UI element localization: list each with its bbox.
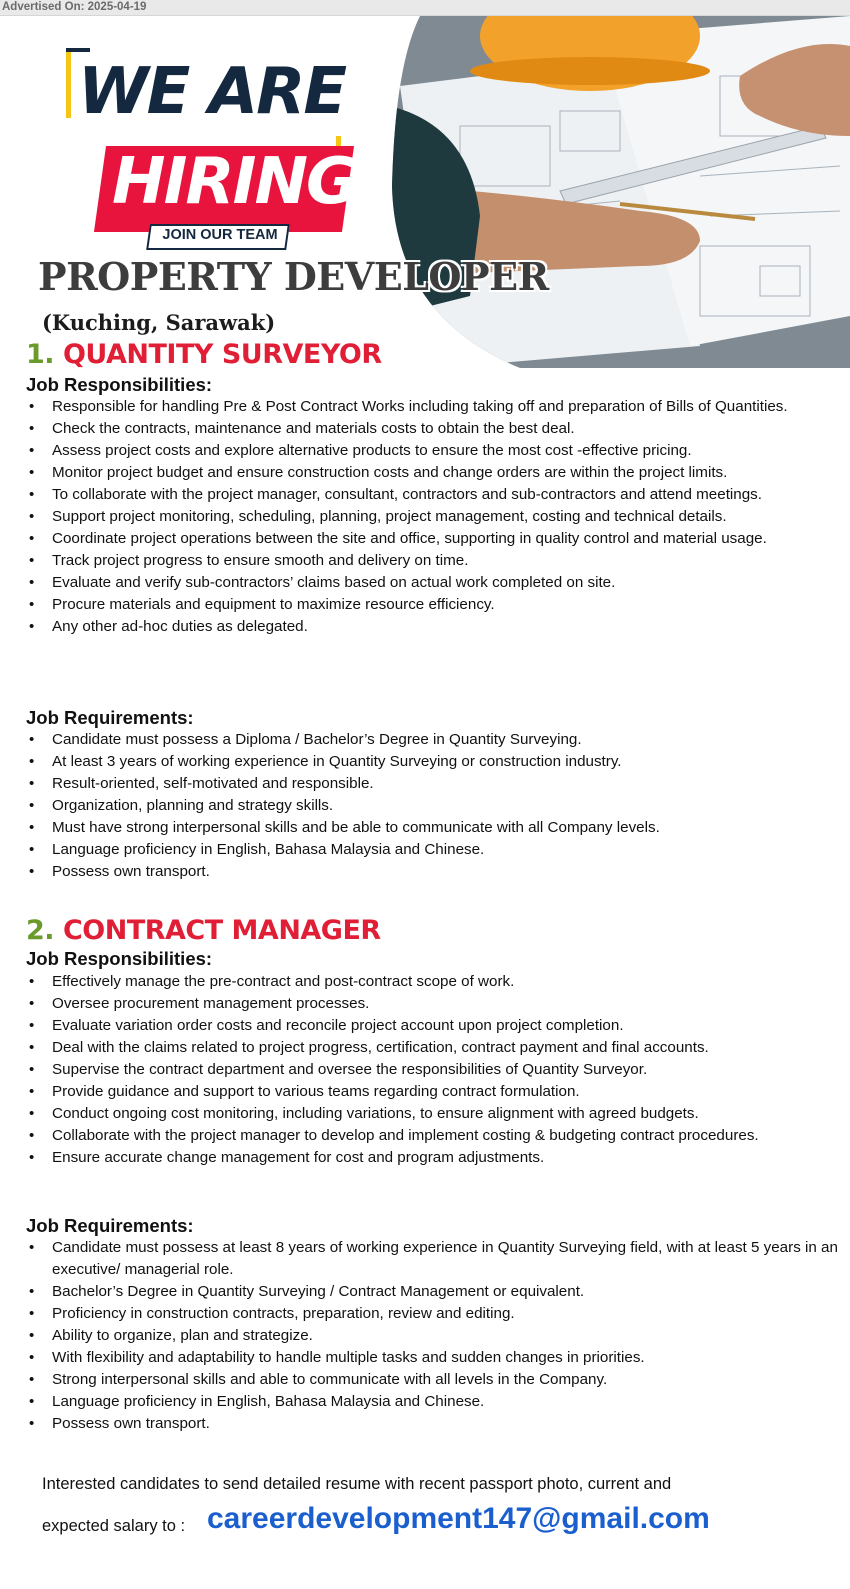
headline-we-are: WE ARE [78,55,346,129]
headline-hiring: HIRING [112,145,357,219]
job2-requirement-item: • Bachelor’s Degree in Quantity Surveying / Contract Management or equivalent. [26,1281,848,1303]
job2-responsibilities-heading: Job Responsibilities: [26,948,213,969]
job2-responsibility-item: • Conduct ongoing cost monitoring, including variations, to ensure alignment with agreed budgets. [26,1103,848,1125]
job1-requirement-item: • Language proficiency in English, Bahasa Malaysia and Chinese. [26,839,848,861]
job1-responsibility-item: • Any other ad-hoc duties as delegated. [26,616,848,638]
join-team-text: JOIN OUR TEAM [162,227,278,243]
job2-requirements-heading: Job Requirements: [26,1215,194,1236]
job2-responsibilities-list [26,971,848,1169]
job1-requirements-heading: Job Requirements: [26,707,194,728]
job2-requirements-list [26,1237,848,1435]
company-title: PROPERTY DEVELOPER [38,254,549,299]
job1-responsibility-item: • Procure materials and equipment to maximize resource efficiency. [26,594,848,616]
job2-requirement-item: • Strong interpersonal skills and able to communicate with all levels in the Company. [26,1369,848,1391]
contact-email-link[interactable]: careerdevelopment147@gmail.com [207,1502,710,1535]
job2-requirement-item: • Ability to organize, plan and strategize. [26,1325,848,1347]
job1-requirement-item: • Possess own transport. [26,861,848,883]
job2-responsibility-item: • Oversee procurement management processes. [26,993,848,1015]
ad-date-label: Advertised On: 2025-04-19 [2,1,147,13]
yellow-accent-bar [66,48,71,118]
job2-responsibility-item: • Supervise the contract department and oversee the responsibilities of Quantity Surveyor. [26,1059,848,1081]
job2-responsibility-item: • Deal with the claims related to project progress, certification, contract payment and final accounts. [26,1037,848,1059]
job1-responsibility-item: • To collaborate with the project manager, consultant, contractors and sub-contractors and attend meetings. [26,484,848,506]
job1-requirement-item: • Candidate must possess a Diploma / Bachelor’s Degree in Quantity Surveying. [26,729,848,751]
job1-responsibility-item: • Assess project costs and explore alternative products to ensure the most cost -effective pricing. [26,440,848,462]
job2-responsibility-item: • Collaborate with the project manager to develop and implement costing & budgeting contract procedures. [26,1125,848,1147]
job1-requirement-item: • Must have strong interpersonal skills and be able to communicate with all Company levels. [26,817,848,839]
job2-responsibility-item: • Evaluate variation order costs and reconcile project account upon project completion. [26,1015,848,1037]
job2-requirement-item: • With flexibility and adaptability to handle multiple tasks and sudden changes in priorities. [26,1347,848,1369]
job2-responsibility-item: • Ensure accurate change management for cost and program adjustments. [26,1147,848,1169]
job2-number: 2. [26,915,55,946]
job1-responsibility-item: • Coordinate project operations between the site and office, supporting in quality control and material usage. [26,528,848,550]
job2-heading [26,917,381,944]
job2-title: CONTRACT MANAGER [62,915,381,946]
job1-responsibilities-list [26,396,848,638]
job1-requirements-list [26,729,848,883]
apply-instructions: Interested candidates to send detailed resume with recent passport photo, current and [42,1475,672,1493]
hero-banner [0,16,850,368]
job1-heading [26,341,382,368]
job1-number: 1. [26,339,55,370]
job2-responsibility-item: • Provide guidance and support to various teams regarding contract formulation. [26,1081,848,1103]
ad-date-bar [0,0,850,16]
job2-requirement-item: • Candidate must possess at least 8 years of working experience in Quantity Surveying field, with at least 5 years in an executive/ managerial role. [26,1237,848,1281]
job1-requirement-item: • Organization, planning and strategy skills. [26,795,848,817]
job1-responsibility-item: • Check the contracts, maintenance and materials costs to obtain the best deal. [26,418,848,440]
job1-requirement-item: • Result-oriented, self-motivated and responsible. [26,773,848,795]
job2-requirement-item: • Possess own transport. [26,1413,848,1435]
construction-photo [380,16,850,368]
job1-responsibility-item: • Evaluate and verify sub-contractors’ claims based on actual work completed on site. [26,572,848,594]
job-location: (Kuching, Sarawak) [42,310,276,335]
job1-responsibility-item: • Track project progress to ensure smooth and delivery on time. [26,550,848,572]
job1-title: QUANTITY SURVEYOR [62,339,382,370]
job2-responsibility-item: • Effectively manage the pre-contract and post-contract scope of work. [26,971,848,993]
job1-responsibility-item: • Support project monitoring, scheduling, planning, project management, costing and technical details. [26,506,848,528]
apply-instructions-cont: expected salary to : [42,1517,186,1535]
job2-requirement-item: • Language proficiency in English, Bahasa Malaysia and Chinese. [26,1391,848,1413]
job1-requirement-item: • At least 3 years of working experience in Quantity Surveying or construction industry. [26,751,848,773]
job2-requirement-item: • Proficiency in construction contracts, preparation, review and editing. [26,1303,848,1325]
job1-responsibility-item: • Monitor project budget and ensure construction costs and change orders are within the project limits. [26,462,848,484]
job1-responsibilities-heading: Job Responsibilities: [26,374,213,395]
job1-responsibility-item: • Responsible for handling Pre & Post Contract Works including taking off and preparation of Bills of Quantities. [26,396,848,418]
